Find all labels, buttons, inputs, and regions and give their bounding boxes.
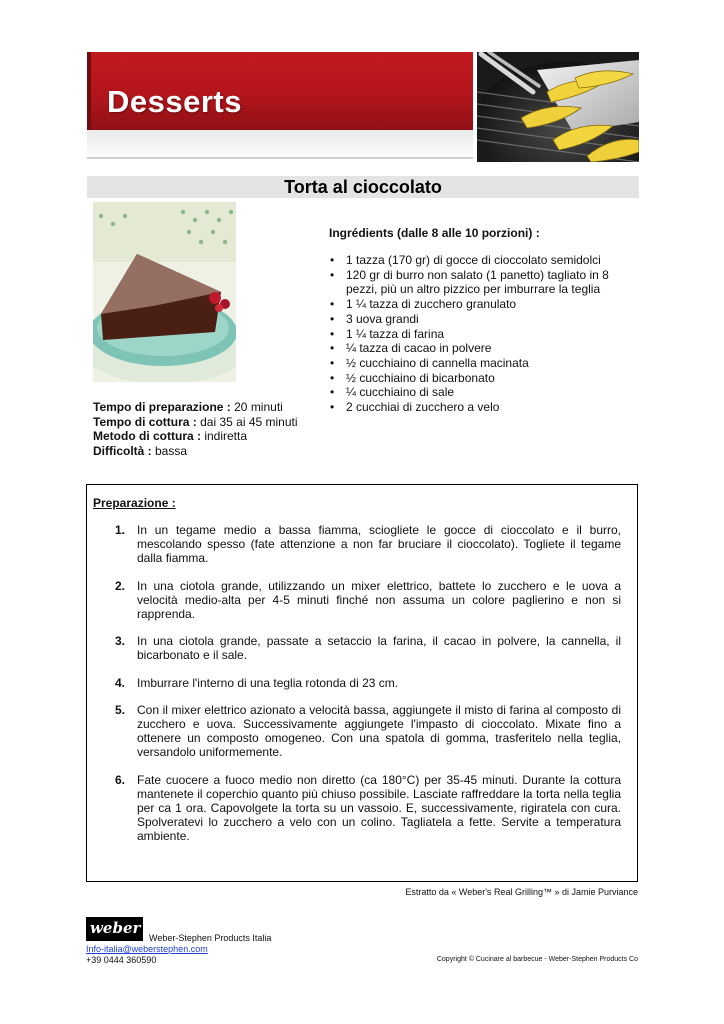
step-text: In un tegame medio a bassa fiamma, sciogliete le gocce di cioccolato e il burro, mescolando spesso (fate attenzione a non far bruciare il cioccolato). Togliete il tegame dalla fiamma. [137, 523, 621, 566]
company-name: Weber-Stephen Products Italia [149, 933, 272, 943]
info-label: Tempo di cottura : [93, 414, 197, 429]
recipe-title: Torta al cioccolato [284, 177, 442, 197]
weber-logo [86, 917, 143, 941]
banner-title: Desserts [107, 84, 242, 119]
step-text: Imburrare l'interno di una teglia rotonda di 23 cm. [137, 675, 399, 690]
step-text: Con il mixer elettrico azionato a velocità bassa, aggiungete il misto di farina al composto di zucchero e uova. Successivamente aggiungete l'impasto di cioccolato. Mixate fino a ottenere un composto omogeneo. Con una spatola di gomma, trasferitelo nella teglia, versandolo uniformemente. [137, 702, 621, 760]
copyright-text: Copyright © Cucinare al barbecue - Weber-Stephen Products Co [436, 956, 638, 963]
info-label: Tempo di preparazione : [93, 400, 231, 414]
info-value: 20 minuti [230, 400, 283, 414]
info-value: bassa [151, 443, 188, 458]
chocolate-cake-photo [93, 202, 236, 382]
ingredient-item: • ½ cucchiaino di cannella macinata [329, 356, 629, 371]
ingredient-item: • 1 tazza (170 gr) di gocce di cioccolato semidolci [329, 253, 629, 268]
preparation-step [87, 773, 639, 844]
source-credit: Estratto da « Weber's Real Grilling™ » di Jamie Purviance [405, 887, 638, 897]
preparation-step [87, 676, 639, 690]
info-value: indiretta [201, 429, 248, 443]
info-row [93, 415, 298, 430]
recipe-title-bar [87, 176, 639, 198]
preparation-step [87, 579, 639, 622]
info-row [93, 444, 298, 459]
grill-bananas-photo [477, 52, 639, 162]
step-text: In una ciotola grande, utilizzando un mixer elettrico, battete lo zucchero e le uova a velocità medio-alta per 4-5 minuti finché non assuma un colore paglierino e non si rapprenda. [137, 578, 621, 622]
ingredient-item: • ½ cucchiaino di bicarbonato [329, 371, 629, 386]
step-text: Fate cuocere a fuoco medio non diretto (ca 180°C) per 35-45 minuti. Durante la cottura mantenete il coperchio quanto più chiuso possibile. Lasciate raffreddare la torta nella teglia per ca 1 ora. Capovolgete la torta su un vassoio. E, successivamente, rigiratela con cura. Spolveratevi lo zucchero a velo con un colino. Tagliatela a fette. Servite a temperatura ambiente. [137, 772, 621, 844]
banner-grey-strip [87, 130, 473, 162]
info-label: Metodo di cottura : [93, 429, 201, 443]
step-number: 6. [115, 772, 126, 787]
info-label: Difficoltà : [93, 443, 152, 458]
ingredients-list [329, 253, 629, 415]
ingredient-item: • 1 ¼ tazza di farina [329, 327, 629, 342]
preparation-box [86, 484, 638, 882]
phone-number: +39 0444 360590 [86, 955, 157, 965]
ingredients-title: Ingrédients (dalle 8 alle 10 porzioni) : [329, 226, 540, 240]
step-number: 4. [115, 675, 126, 690]
email-link[interactable]: Info-italia@weberstephen.com [86, 944, 208, 954]
preparation-step [87, 523, 639, 566]
ingredient-item: • 3 uova grandi [329, 312, 629, 327]
weber-logo-text: weber [90, 919, 141, 937]
info-value: dai 35 ai 45 minuti [196, 414, 298, 429]
preparation-steps [87, 523, 639, 857]
step-number: 2. [115, 578, 126, 593]
step-number: 5. [115, 702, 126, 717]
info-row [93, 429, 298, 444]
preparation-step [87, 634, 639, 662]
step-text: In una ciotola grande, passate a setaccio la farina, il cacao in polvere, la cannella, il bicarbonato e il sale. [137, 634, 621, 663]
info-row [93, 400, 298, 415]
step-number: 3. [115, 634, 126, 649]
step-number: 1. [115, 523, 126, 537]
ingredient-item: • 120 gr di burro non salato (1 panetto) tagliato in 8 pezzi, più un altro pizzico per imburrare la teglia [329, 268, 629, 297]
ingredient-item: • ¼ tazza di cacao in polvere [329, 341, 629, 356]
banner-red-panel [87, 52, 473, 130]
preparation-step [87, 703, 639, 760]
ingredient-item: • ¼ cucchiaino di sale [329, 385, 629, 400]
ingredient-item: • 2 cucchiai di zucchero a velo [329, 400, 629, 415]
preparation-heading: Preparazione : [93, 496, 176, 510]
header-banner [87, 52, 639, 162]
recipe-info [93, 400, 298, 458]
ingredient-item: • 1 ¼ tazza di zucchero granulato [329, 297, 629, 312]
